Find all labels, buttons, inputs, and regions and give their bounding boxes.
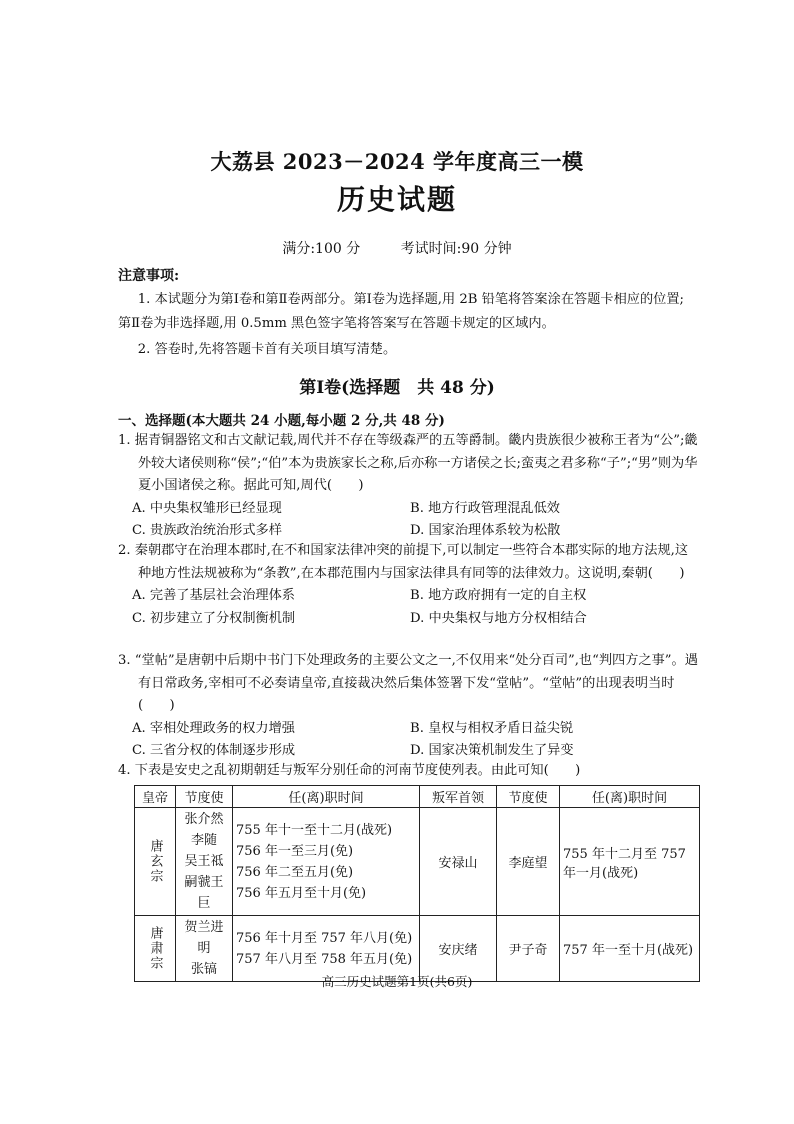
table-header-cell: 任(离)职时间	[233, 786, 420, 808]
rebel-leader-cell: 安禄山	[420, 808, 497, 916]
rebel-official-cell: 尹子奇	[497, 916, 560, 982]
part-title: 一、选择题(本大题共 24 小题,每小题 2 分,共 48 分)	[118, 413, 445, 429]
option-a: A. 宰相处理政务的权力增强	[132, 720, 295, 736]
rebel-official-cell: 李庭望	[497, 808, 560, 916]
term-time: 755 年十一至十二月(战死)	[236, 822, 393, 838]
table-header-cell: 任(离)职时间	[560, 786, 700, 808]
term-time: 756 年十月至 757 年八月(免)	[236, 930, 413, 946]
option-b: B. 皇权与相权矛盾日益尖锐	[410, 720, 574, 736]
option-a: A. 中央集权雏形已经显现	[132, 500, 282, 516]
emperor-name: 唐肃宗	[147, 926, 163, 971]
option-b: B. 地方行政管理混乱低效	[410, 500, 560, 516]
term-time: 756 年二至五月(免)	[236, 864, 354, 880]
option-a: A. 完善了基层社会治理体系	[132, 588, 295, 603]
term-time: 756 年一至三月(免)	[236, 843, 354, 859]
notice-item-2: 2. 答卷时,先将答题卡首有关项目填写清楚。	[137, 342, 397, 357]
section-title: 第Ⅰ卷(选择题 共 48 分)	[299, 378, 495, 398]
table-header-cell: 节度使	[497, 786, 560, 808]
table-header-cell: 叛军首领	[420, 786, 497, 808]
option-c: C. 初步建立了分权制衡机制	[132, 610, 296, 626]
official-name: 贺兰进明	[184, 920, 224, 956]
notice-item-1: 1. 本试题分为第Ⅰ卷和第Ⅱ卷两部分。第Ⅰ卷为选择题,用 2B 铅笔将答案涂在答题卡相应的位置;第Ⅱ卷为非选择题,用 0.5mm 黑色签字笔将答案写在答题卡规定的区域内。	[118, 292, 684, 331]
table-header-cell: 节度使	[176, 786, 233, 808]
question-stem: 4. 下表是安史之乱初期朝廷与叛军分别任命的河南节度使列表。由此可知( )	[118, 763, 581, 778]
official-name: 嗣虢王巨	[184, 875, 224, 911]
option-d: D. 国家决策机制发生了异变	[410, 743, 574, 758]
question-4	[118, 760, 698, 783]
option-c: C. 贵族政治统治形式多样	[132, 523, 282, 538]
exam-time: 考试时间:90 分钟	[400, 241, 512, 257]
option-c: C. 三省分权的体制逐步形成	[132, 743, 296, 758]
table-header-cell: 皇帝	[135, 786, 176, 808]
question-2	[118, 540, 698, 630]
times-cell	[233, 808, 420, 916]
option-b: B. 地方政府拥有一定的自主权	[410, 588, 587, 603]
question-stem: 2. 秦朝郡守在治理本郡时,在不和国家法律冲突的前提下,可以制定一些符合本郡实际的地方法规,这种地方性法规被称为“条教”,在本郡范围内与国家法律具有同等的法律效力。这说明,秦朝( )	[118, 543, 689, 581]
full-score: 满分:100 分	[282, 241, 361, 257]
options	[118, 718, 698, 763]
notice-title: 注意事项:	[118, 268, 180, 284]
question-3	[118, 650, 698, 763]
exam-title: 大荔县 2023－2024 学年度高三一模	[210, 149, 584, 174]
emperor-cell	[135, 808, 176, 916]
subject-title: 历史试题	[336, 183, 457, 216]
official-name: 吴王祗	[184, 854, 224, 869]
table-header-row	[135, 786, 700, 808]
options	[118, 498, 698, 543]
rebel-time-cell: 755 年十二月至 757 年一月(战死)	[560, 808, 700, 916]
question-stem: 3. “堂帖”是唐朝中后期中书门下处理政务的主要公文之一,不仅用来“处分百司”,也“判四方之事”。遇有日常政务,宰相可不必奏请皇帝,直接裁决然后集体签署下发“堂帖”。“堂帖”的出现表明当时( )	[118, 653, 698, 713]
official-name: 张镐	[190, 962, 217, 977]
table-row	[135, 808, 700, 916]
page-footer: 高三历史试题第1页(共6页)	[321, 974, 473, 989]
governors-table	[134, 785, 700, 982]
emperor-name: 唐玄宗	[147, 839, 163, 884]
rebel-time-cell: 757 年一至十月(战死)	[560, 916, 700, 982]
term-time: 757 年八月至 758 年五月(免)	[236, 951, 413, 967]
official-name: 张介然	[184, 812, 224, 827]
option-d: D. 国家治理体系较为松散	[410, 523, 561, 538]
rebel-leader-cell: 安庆绪	[420, 916, 497, 982]
term-time: 756 年五月至十月(免)	[236, 885, 367, 901]
question-1	[118, 430, 698, 543]
exam-meta	[0, 238, 794, 258]
options	[118, 585, 698, 630]
official-name: 李随	[190, 833, 217, 848]
question-stem: 1. 据青铜器铭文和古文献记载,周代并不存在等级森严的五等爵制。畿内贵族很少被称王者为“公”;畿外较大诸侯则称“侯”;“伯”本为贵族家长之称,后亦称一方诸侯之长;蛮夷之君多称“子”;“男”则为华夏小国诸侯之称。据此可知,周代( )	[118, 433, 698, 493]
option-d: D. 中央集权与地方分权相结合	[410, 610, 587, 626]
officials-cell	[176, 808, 233, 916]
